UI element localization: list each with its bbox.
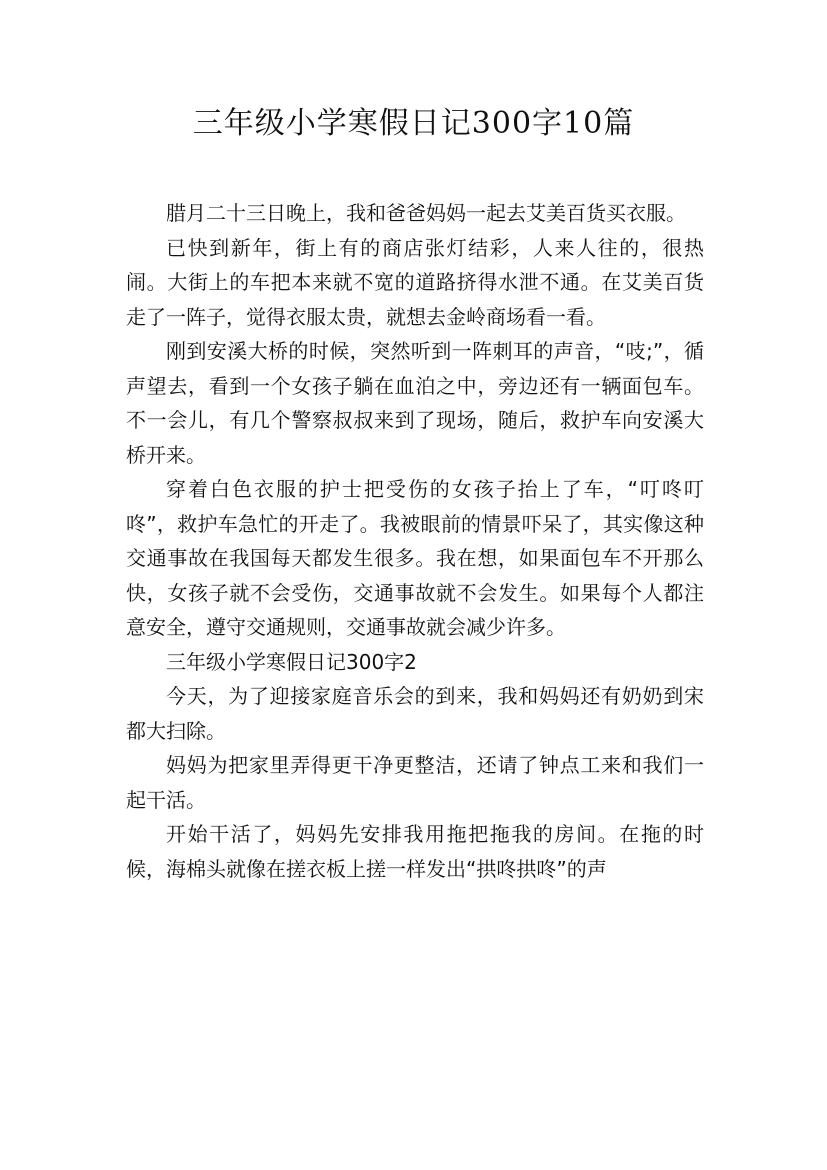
document-body <box>126 196 704 886</box>
paragraph: 刚到安溪大桥的时候，突然听到一阵刺耳的声音，“吱;”，循声望去，看到一个女孩子躺在血泊之中，旁边还有一辆面包车。不一会儿，有几个警察叔叔来到了现场，随后，救护车向安溪大桥开来。 <box>126 339 704 467</box>
document-title: 三年级小学寒假日记300字10篇 <box>192 106 635 141</box>
paragraph: 已快到新年，街上有的商店张灯结彩，人来人往的，很热闹。大街上的车把本来就不宽的道路挤得水泄不通。在艾美百货走了一阵子，觉得衣服太贵，就想去金岭商场看一看。 <box>126 235 704 329</box>
paragraph: 穿着白色衣服的护士把受伤的女孩子抬上了车，“叮咚叮咚”，救护车急忙的开走了。我被眼前的情景吓呆了，其实像这种交通事故在我国每天都发生很多。我在想，如果面包车不开那么快，女孩子就不会受伤，交通事故就不会发生。如果每个人都注意安全，遵守交通规则，交通事故就会减少许多。 <box>126 477 704 639</box>
section-heading: 三年级小学寒假日记300字2 <box>166 649 417 674</box>
paragraph: 今天，为了迎接家庭音乐会的到来，我和妈妈还有奶奶到宋都大扫除。 <box>126 684 704 743</box>
paragraph: 腊月二十三日晚上，我和爸爸妈妈一起去艾美百货买衣服。 <box>166 201 686 225</box>
paragraph: 开始干活了，妈妈先安排我用拖把拖我的房间。在拖的时候，海棉头就像在搓衣板上搓一样发出“拱咚拱咚”的声 <box>126 822 704 881</box>
paragraph: 妈妈为把家里弄得更干净更整洁，还请了钟点工来和我们一起干活。 <box>126 753 704 812</box>
